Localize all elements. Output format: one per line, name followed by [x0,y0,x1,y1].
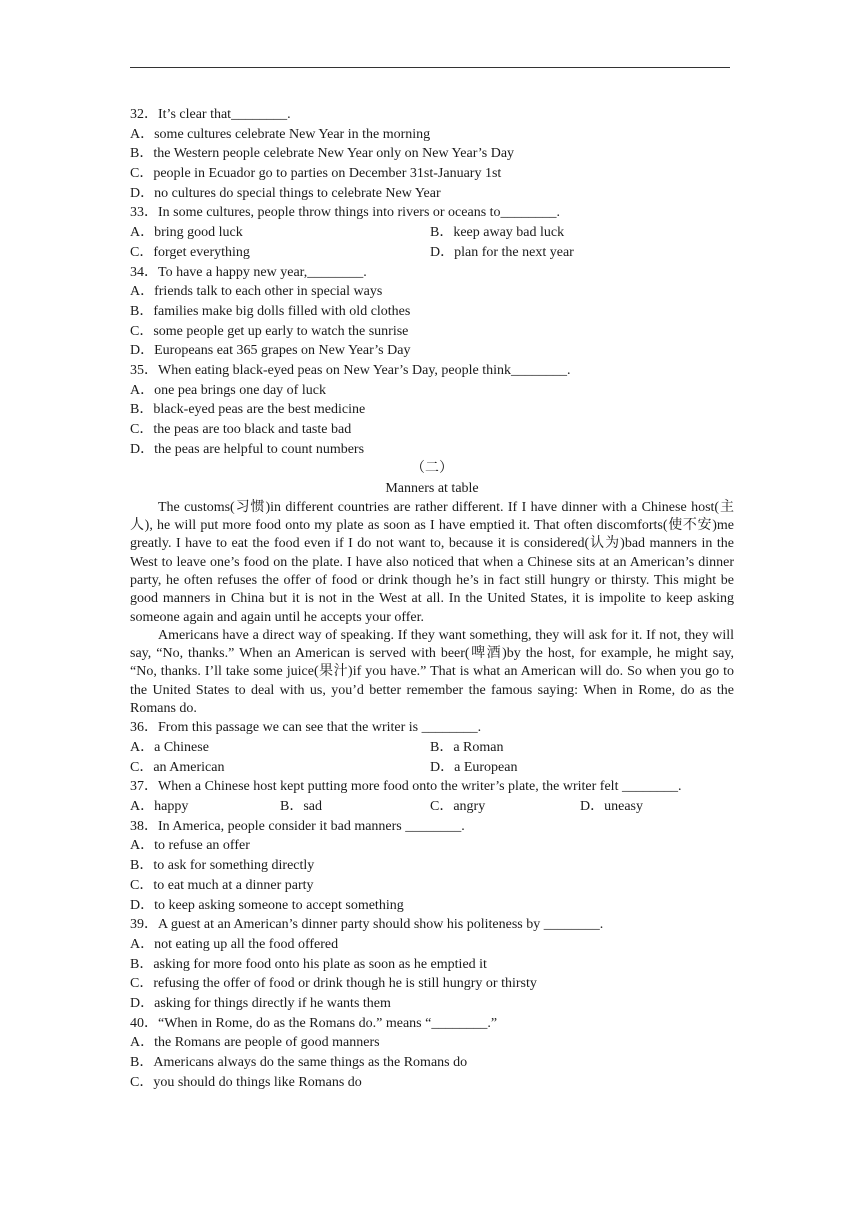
answer-option: B．sad [280,799,322,815]
answer-option: A．not eating up all the food offered [130,936,339,952]
answer-option: A．happy [130,799,189,815]
answer-option: B．keep away bad luck [430,225,565,241]
header-rule [130,67,730,68]
answer-option: D．no cultures do special things to celebrate New Year [130,185,441,201]
answer-option: D．uneasy [580,799,643,815]
answer-option: A．friends talk to each other in special ways [130,284,383,300]
question-stem: 34．To have a happy new year,________. [130,264,367,280]
answer-option: B．asking for more food onto his plate as soon as he emptied it [130,956,487,972]
answer-option: C．you should do things like Romans do [130,1074,362,1090]
answer-option: C．to eat much at a dinner party [130,877,314,893]
answer-option: B．a Roman [430,740,504,755]
answer-option: A．to refuse an offer [130,838,250,854]
options-row [130,758,734,778]
options-row [130,738,734,758]
answer-option: D．the peas are helpful to count numbers [130,441,365,457]
answer-option: B．the Western people celebrate New Year only on New Year’s Day [130,146,515,162]
question-stem: 40．“When in Rome, do as the Romans do.” means “________.” [130,1015,498,1031]
answer-option: D．a European [430,759,518,775]
answer-option: A．a Chinese [130,740,209,755]
question-stem: 33．In some cultures, people throw things into rivers or oceans to________. [130,205,561,221]
answer-option: D．Europeans eat 365 grapes on New Year’s Day [130,343,411,359]
passage-title: Manners at table [385,481,479,497]
answer-option: C．people in Ecuador go to parties on December 31st-January 1st [130,166,502,182]
options-row [130,223,734,243]
question-stem: 36．From this passage we can see that the writer is ________. [130,720,482,736]
answer-option: A．one pea brings one day of luck [130,382,326,398]
passage-paragraph: The customs(习惯)in different countries are rather different. If I have dinner with a Chinese host(主人), he will put more food onto my plate as soon as I have emptied it. That often discomforts(使不安)me greatly. I have to eat the food even if I do not want to, because it is considered(认为)bad manners in the West to leave one’s food on the plate. I have also noticed that when a Chinese sits at an American’s dinner party, he often refuses the offer of food or drink though he’s in fact still hungry or thirsty. This might be good manners in China but it is not in the West at all. In the United States, it is impolite to keep asking someone again and again until he accepts your offer. [130,499,734,625]
question-stem: 39．A guest at an American’s dinner party should show his politeness by ________. [130,917,604,933]
answer-option: A．the Romans are people of good manners [130,1035,380,1051]
passage-paragraph: Americans have a direct way of speaking. If they want something, they will ask for it. If not, they will say, “No, thanks.” When an American is served with beer(啤酒)by the host, for example, he might say, “No, thanks. I’ll take some juice(果汁)if you have.” That is what an American will do. So when you go to the United States to deal with us, you’d better remember the famous saying: When in Rome, do as the Romans do. [130,627,734,717]
answer-option: A．bring good luck [130,225,243,241]
answer-option: C．the peas are too black and taste bad [130,422,352,437]
question-stem: 37．When a Chinese host kept putting more food onto the writer’s plate, the writer felt ________. [130,779,682,795]
question-stem: 35．When eating black-eyed peas on New Year’s Day, people think________. [130,362,571,378]
answer-option: C．forget everything [130,244,250,260]
section-number: （二） [411,461,453,477]
question-stem: 32．It’s clear that________. [130,107,291,122]
answer-option: C．some people get up early to watch the sunrise [130,323,409,339]
options-row [130,797,734,817]
answer-option: B．Americans always do the same things as the Romans do [130,1055,468,1070]
answer-option: A．some cultures celebrate New Year in the morning [130,126,431,142]
answer-option: D．asking for things directly if he wants them [130,995,391,1011]
question-stem: 38．In America, people consider it bad manners ________. [130,818,465,834]
answer-option: D．plan for the next year [430,244,574,260]
document-body [130,105,734,1092]
answer-option: C．angry [430,799,486,815]
answer-option: C．an American [130,759,225,775]
answer-option: D．to keep asking someone to accept something [130,897,404,913]
options-row [130,243,734,263]
answer-option: B．black-eyed peas are the best medicine [130,402,366,418]
answer-option: B．to ask for something directly [130,858,315,874]
answer-option: B．families make big dolls filled with old clothes [130,303,411,319]
answer-option: C．refusing the offer of food or drink though he is still hungry or thirsty [130,976,537,992]
